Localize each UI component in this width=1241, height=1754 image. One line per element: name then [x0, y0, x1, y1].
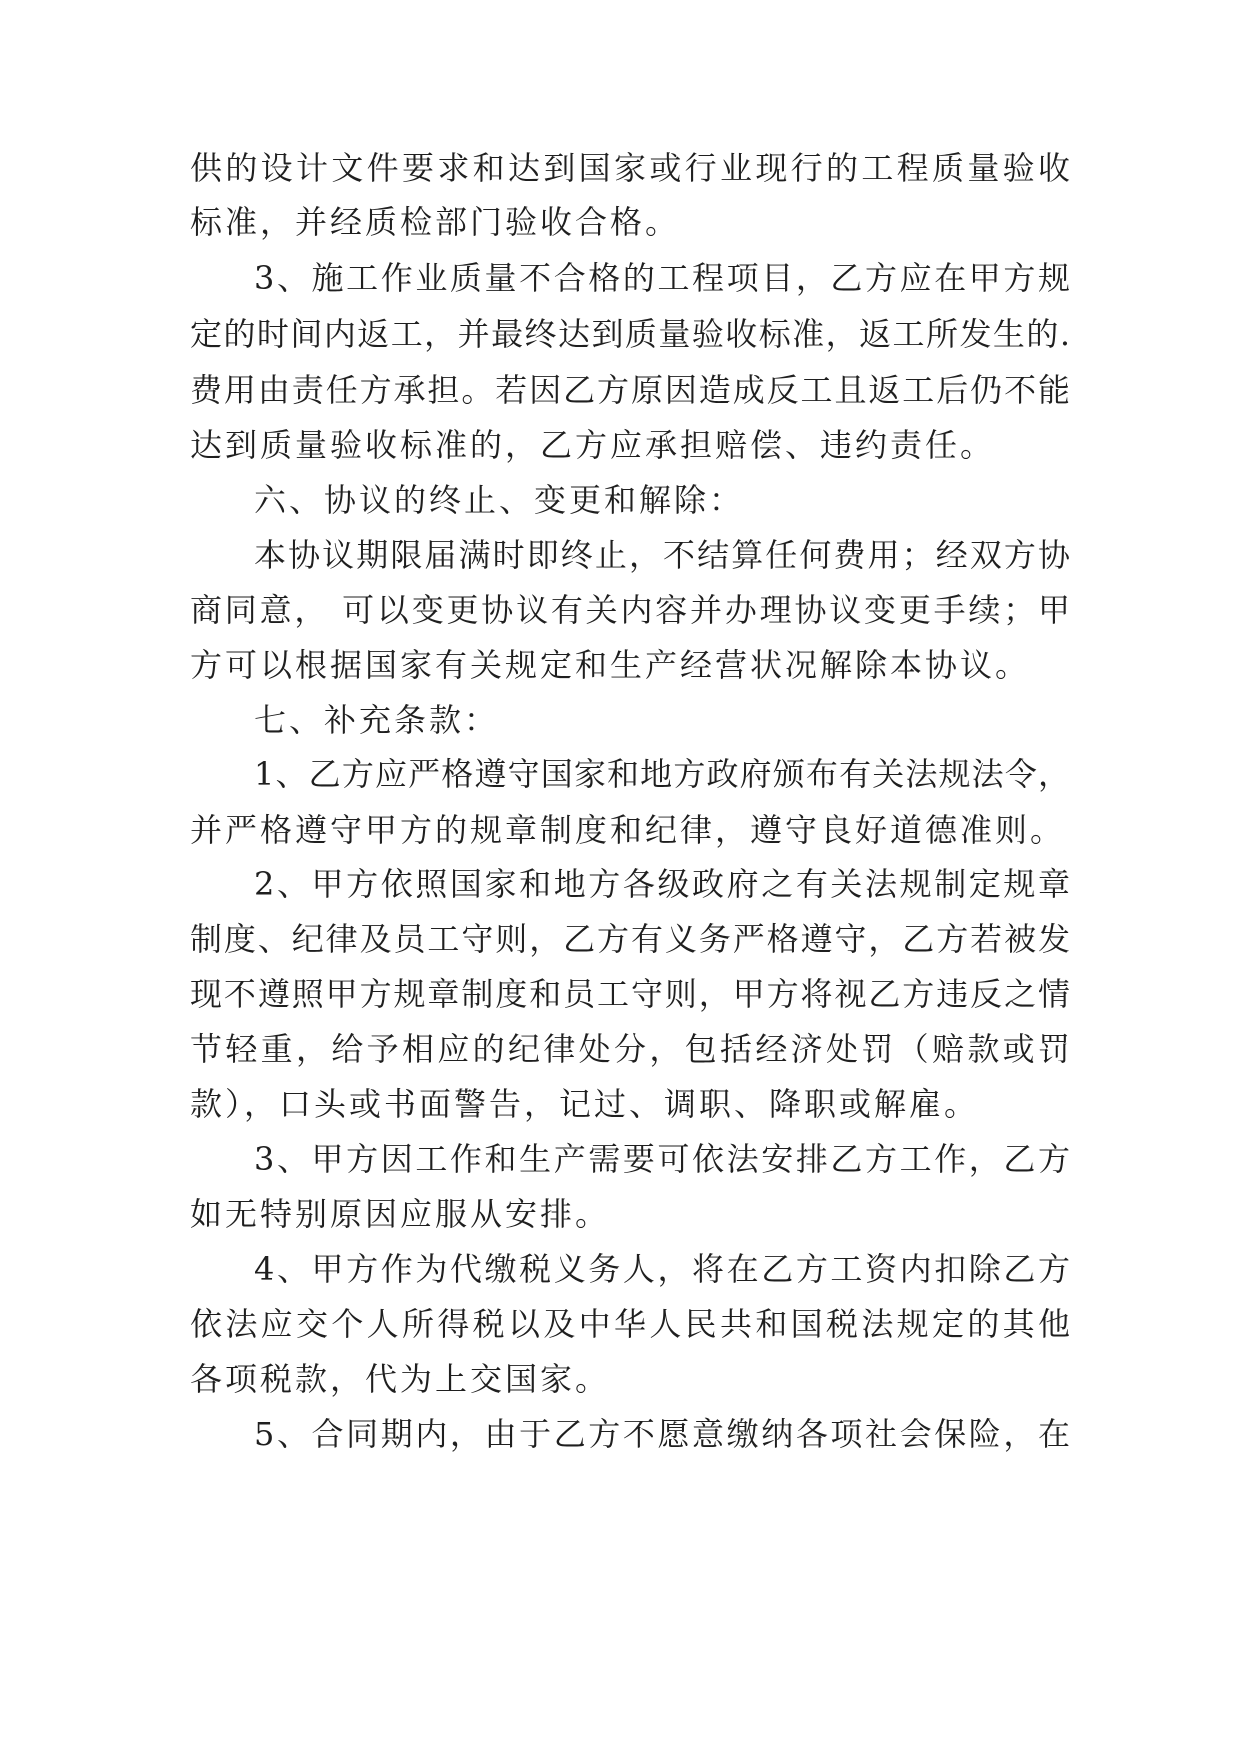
text-line: 3、施工作业质量不合格的工程项目，乙方应在甲方规 — [254, 259, 1070, 297]
text-line: 定的时间内返工，并最终达到质量验收标准，返工所发生的. — [190, 315, 1070, 353]
section-heading: 六、协议的终止、变更和解除： — [254, 481, 745, 519]
section-heading: 七、补充条款： — [254, 701, 500, 739]
text-line: 供的设计文件要求和达到国家或行业现行的工程质量验收 — [190, 149, 1070, 187]
text-line: 3、甲方因工作和生产需要可依法安排乙方工作，乙方 — [254, 1140, 1070, 1178]
text-line: 1、乙方应严格遵守国家和地方政府颁布有关法规法令， — [254, 755, 1070, 793]
text-line: 5、合同期内，由于乙方不愿意缴纳各项社会保险，在 — [254, 1415, 1070, 1453]
text-line: 如无特别原因应服从安排。 — [190, 1195, 611, 1233]
text-line: 标准，并经质检部门验收合格。 — [190, 203, 681, 241]
text-line: 制度、纪律及员工守则，乙方有义务严格遵守，乙方若被发 — [190, 920, 1070, 958]
text-line: 达到质量验收标准的，乙方应承担赔偿、违约责任。 — [190, 426, 996, 464]
text-line: 4、甲方作为代缴税义务人，将在乙方工资内扣除乙方 — [254, 1250, 1070, 1288]
text-line: 商同意， 可以变更协议有关内容并办理协议变更手续；甲 — [190, 591, 1070, 629]
text-line: 款），口头或书面警告，记过、调职、降职或解雇。 — [190, 1085, 980, 1123]
text-line: 2、甲方依照国家和地方各级政府之有关法规制定规章 — [254, 865, 1070, 903]
text-line: 现不遵照甲方规章制度和员工守则，甲方将视乙方违反之情 — [190, 975, 1070, 1013]
text-line: 费用由责任方承担。若因乙方原因造成反工且返工后仍不能 — [190, 371, 1070, 409]
text-line: 并严格遵守甲方的规章制度和纪律，遵守良好道德准则。 — [190, 811, 1066, 849]
text-line: 方可以根据国家有关规定和生产经营状况解除本协议。 — [190, 646, 1031, 684]
text-line: 依法应交个人所得税以及中华人民共和国税法规定的其他 — [190, 1305, 1070, 1343]
text-line: 各项税款，代为上交国家。 — [190, 1360, 611, 1398]
text-line: 本协议期限届满时即终止，不结算任何费用；经双方协 — [254, 536, 1070, 574]
text-line: 节轻重，给予相应的纪律处分，包括经济处罚（赔款或罚 — [190, 1030, 1070, 1068]
